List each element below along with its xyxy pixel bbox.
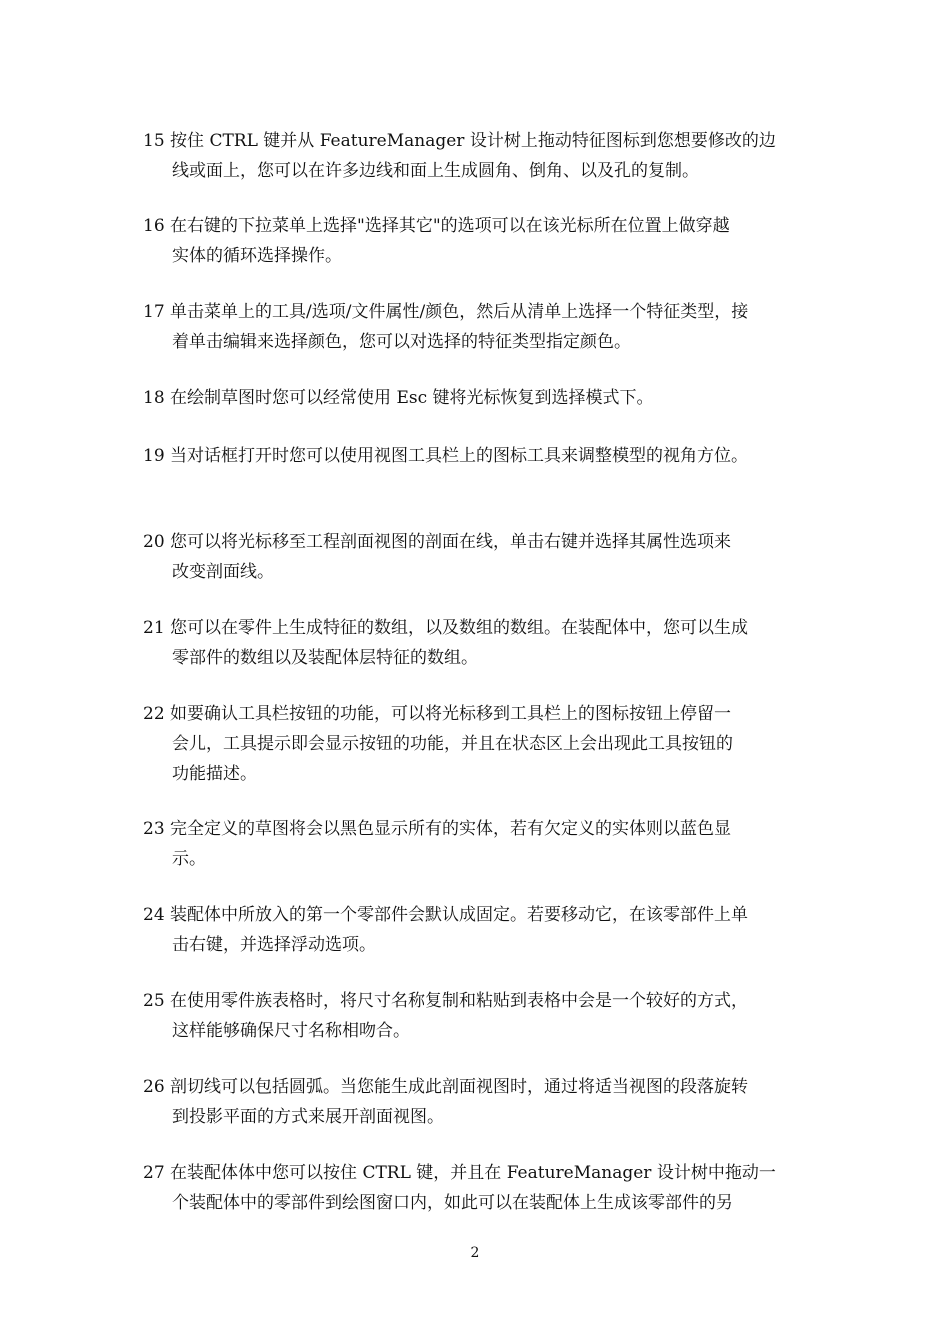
tip-text: 您可以在零件上生成特征的数组，以及数组的数组。在装配体中，您可以生成 [170,618,749,638]
tip-number: 19 [143,446,165,466]
tip-number: 21 [143,618,165,638]
tip-number: 24 [143,905,165,925]
tip-text: 在使用零件族表格时，将尺寸名称复制和粘贴到表格中会是一个较好的方式， [170,991,749,1011]
tip-item [143,297,833,357]
tip-text: 在装配体体中您可以按住 CTRL 键，并且在 FeatureManager 设计树中拖动一 [170,1163,776,1183]
tip-text: 个装配体中的零部件到绘图窗口内，如此可以在装配体上生成该零部件的另 [172,1193,733,1213]
tip-number: 17 [143,302,165,322]
tip-number: 27 [143,1163,165,1183]
tip-item [143,1072,833,1132]
tip-item [143,527,833,587]
tip-text: 如要确认工具栏按钮的功能，可以将光标移到工具栏上的图标按钮上停留一 [170,704,732,724]
tip-text: 您可以将光标移至工程剖面视图的剖面在线，单击右键并选择其属性选项来 [170,532,732,552]
tip-item [143,1158,833,1218]
tip-item [143,441,833,471]
tip-text: 单击菜单上的工具/选项/文件属性/颜色，然后从清单上选择一个特征类型，接 [170,302,749,322]
tip-first-line [143,986,833,1016]
tip-number: 15 [143,131,165,151]
tip-first-line [143,1158,833,1188]
tip-text: 线或面上，您可以在许多边线和面上生成圆角、倒角、以及孔的复制。 [172,161,699,181]
tip-number: 25 [143,991,165,1011]
tip-item [143,986,833,1046]
tip-first-line [143,613,833,643]
tip-text: 击右键，并选择浮动选项。 [172,935,376,955]
tip-item [143,211,833,271]
tip-number: 20 [143,532,165,552]
tip-text: 装配体中所放入的第一个零部件会默认成固定。若要移动它，在该零部件上单 [170,905,749,925]
tip-text: 零部件的数组以及装配体层特征的数组。 [172,648,478,668]
tip-text: 实体的循环选择操作。 [172,246,342,266]
tip-text: 功能描述。 [172,764,257,784]
tip-number: 22 [143,704,165,724]
tip-first-line [143,297,833,327]
tip-text: 会儿，工具提示即会显示按钮的功能，并且在状态区上会出现此工具按钮的 [172,734,733,754]
tip-item [143,383,833,413]
tip-first-line [143,900,833,930]
tip-item [143,126,833,186]
tip-text: 在绘制草图时您可以经常使用 Esc 键将光标恢复到选择模式下。 [170,388,654,408]
tip-first-line [143,527,833,557]
tip-first-line [143,126,833,156]
tip-text: 剖切线可以包括圆弧。当您能生成此剖面视图时，通过将适当视图的段落旋转 [170,1077,749,1097]
tip-item [143,814,833,874]
tip-text: 示。 [172,849,206,869]
tip-text: 当对话框打开时您可以使用视图工具栏上的图标工具来调整模型的视角方位。 [170,446,749,466]
page-number: 2 [470,1245,480,1261]
tip-number: 26 [143,1077,165,1097]
tip-item [143,613,833,673]
tip-text: 到投影平面的方式来展开剖面视图。 [172,1107,444,1127]
tip-text: 改变剖面线。 [172,562,274,582]
tip-text: 完全定义的草图将会以黑色显示所有的实体，若有欠定义的实体则以蓝色显 [170,819,732,839]
tip-first-line [143,1072,833,1102]
tip-first-line [143,814,833,844]
tip-number: 18 [143,388,165,408]
tip-first-line [143,211,833,241]
tip-first-line [143,441,833,471]
tip-number: 23 [143,819,165,839]
tip-first-line [143,699,833,729]
tip-text: 这样能够确保尺寸名称相吻合。 [172,1021,410,1041]
tip-text: 着单击编辑来选择颜色，您可以对选择的特征类型指定颜色。 [172,332,631,352]
tip-text: 按住 CTRL 键并从 FeatureManager 设计树上拖动特征图标到您想要修改的边 [170,131,776,151]
tip-first-line [143,383,833,413]
tip-text: 在右键的下拉菜单上选择"选择其它"的选项可以在该光标所在位置上做穿越 [170,216,730,236]
tip-number: 16 [143,216,165,236]
tip-item [143,900,833,960]
tip-item [143,699,833,789]
